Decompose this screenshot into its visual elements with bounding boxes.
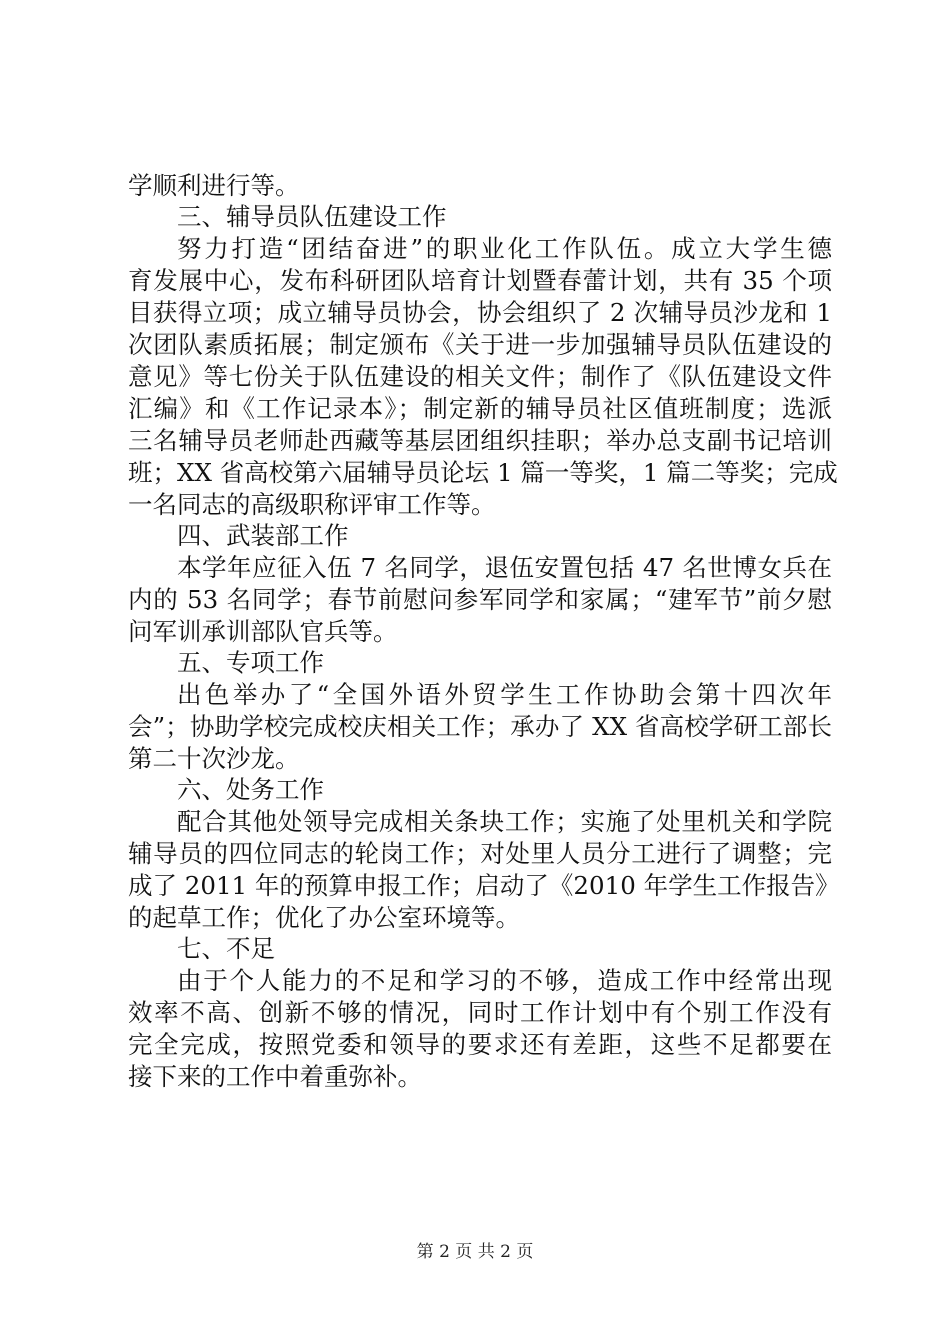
text-line: 完全完成，按照党委和领导的要求还有差距，这些不足都要在: [128, 1030, 832, 1059]
section-heading: 五、专项工作: [177, 648, 324, 677]
text-line: 目获得立项；成立辅导员协会，协会组织了 2 次辅导员沙龙和 1: [128, 298, 832, 327]
text-line: 内的 53 名同学；春节前慰问参军同学和家属；“建军节”前夕慰: [128, 585, 832, 614]
section-heading: 四、武装部工作: [177, 521, 349, 550]
text-line: 次团队素质拓展；制定颁布《关于进一步加强辅导员队伍建设的: [128, 330, 832, 359]
text-line: 三名辅导员老师赴西藏等基层团组织挂职；举办总支副书记培训: [128, 426, 832, 455]
text-line: 成了 2011 年的预算申报工作；启动了《2010 年学生工作报告》: [128, 871, 840, 900]
paragraph-first-line: 努力打造“团结奋进”的职业化工作队伍。成立大学生德: [177, 234, 832, 263]
text-line: 班；XX 省高校第六届辅导员论坛 1 篇一等奖，1 篇二等奖；完成: [128, 458, 838, 487]
text-line: 汇编》和《工作记录本》；制定新的辅导员社区值班制度；选派: [128, 394, 832, 423]
text-line: 效率不高、创新不够的情况，同时工作计划中有个别工作没有: [128, 998, 832, 1027]
text-line: 问军训承训部队官兵等。: [128, 617, 398, 646]
text-line: 意见》等七份关于队伍建设的相关文件；制作了《队伍建设文件: [128, 362, 832, 391]
text-line: 一名同志的高级职称评审工作等。: [128, 490, 496, 519]
section-heading: 六、处务工作: [177, 775, 324, 804]
section-heading: 三、辅导员队伍建设工作: [177, 202, 447, 231]
text-line: 学顺利进行等。: [128, 171, 300, 200]
paragraph-first-line: 由于个人能力的不足和学习的不够，造成工作中经常出现: [177, 966, 832, 995]
page-footer: 第 2 页 共 2 页: [416, 1242, 534, 1262]
text-line: 育发展中心，发布科研团队培育计划暨春蕾计划，共有 35 个项: [128, 266, 832, 295]
section-heading: 七、不足: [177, 934, 275, 963]
paragraph-first-line: 配合其他处领导完成相关条块工作；实施了处里机关和学院: [177, 807, 832, 836]
paragraph-first-line: 出色举办了“全国外语外贸学生工作协助会第十四次年: [177, 680, 832, 709]
paragraph-first-line: 本学年应征入伍 7 名同学，退伍安置包括 47 名世博女兵在: [177, 553, 832, 582]
text-line: 的起草工作；优化了办公室环境等。: [128, 903, 520, 932]
text-line: 接下来的工作中着重弥补。: [128, 1062, 422, 1091]
text-line: 辅导员的四位同志的轮岗工作；对处里人员分工进行了调整；完: [128, 839, 832, 868]
text-line: 第二十次沙龙。: [128, 744, 300, 773]
text-line: 会”；协助学校完成校庆相关工作；承办了 XX 省高校学研工部长: [128, 712, 832, 741]
